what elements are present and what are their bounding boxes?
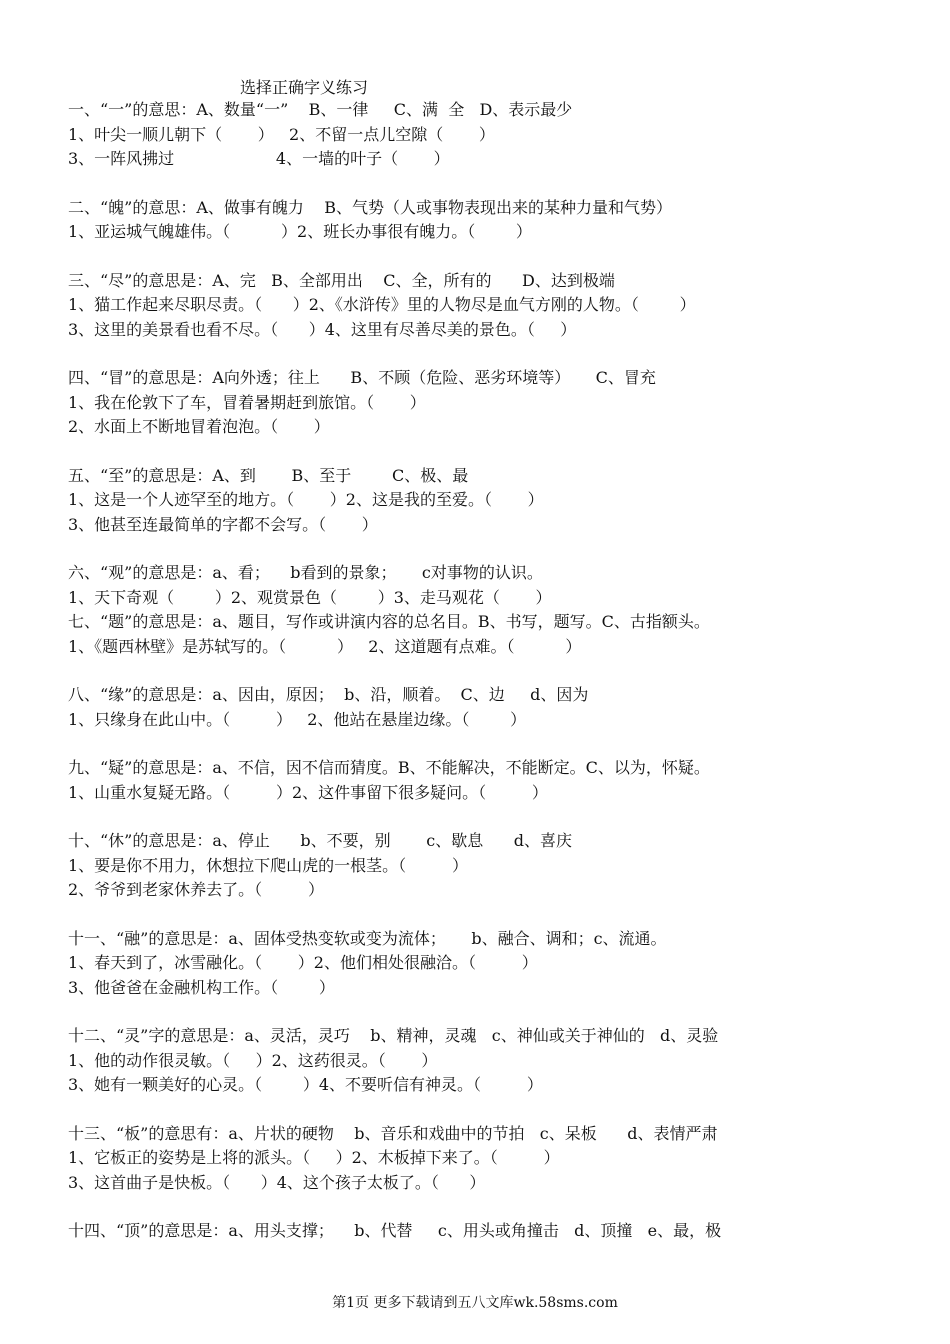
question-line: 1、山重水复疑无路。（ ）2、这件事留下很多疑问。（ ） xyxy=(68,782,548,802)
question-line: 1、只缘身在此山中。（ ） 2、他站在悬崖边缘。（ ） xyxy=(68,709,527,729)
question-line: 3、这首曲子是快板。（ ）4、这个孩子太板了。（ ） xyxy=(68,1172,486,1192)
question-line: 1、它板正的姿势是上将的派头。（ ）2、木板掉下来了。（ ） xyxy=(68,1148,560,1167)
question-line: 1、他的动作很灵敏。（ ）2、这药很灵。（ ） xyxy=(68,1050,438,1070)
exercise-section xyxy=(68,610,888,659)
exercise-section xyxy=(68,1024,888,1098)
question-heading: 六、“观”的意思是：a、看； b看到的景象； c对事物的认识。 xyxy=(68,563,543,582)
question-line: 1、我在伦敦下了车，冒着暑期赶到旅馆。（ ） xyxy=(68,392,426,412)
question-heading: 十一、“融”的意思是：a、固体受热变软或变为流体； b、融合、调和；c、流通。 xyxy=(68,928,667,948)
question-line: 2、水面上不断地冒着泡泡。（ ） xyxy=(68,417,330,436)
question-line: 3、这里的美景看也看不尽。（ ）4、这里有尽善尽美的景色。（ ） xyxy=(68,319,577,339)
question-line: 1、这是一个人迹罕至的地方。（ ）2、这是我的至爱。（ ） xyxy=(68,490,544,509)
exercise-section xyxy=(68,366,888,440)
exercise-section xyxy=(68,561,888,610)
exercise-section xyxy=(68,927,888,1001)
exercise-section xyxy=(68,269,888,343)
question-line: 1、亚运城气魄雄伟。（ ）2、班长办事很有魄力。（ ） xyxy=(68,222,532,241)
question-heading: 五、“至”的意思是：A、到 B、至于 C、极、最 xyxy=(68,465,469,485)
exercise-list xyxy=(68,98,888,1244)
exercise-section xyxy=(68,756,888,805)
exercise-section xyxy=(68,196,888,245)
question-line: 3、他甚至连最简单的字都不会写。（ ） xyxy=(68,514,378,534)
question-heading: 十、“休”的意思是：a、停止 b、不要，别 c、歇息 d、喜庆 xyxy=(68,831,572,850)
question-heading: 八、“缘”的意思是：a、因由，原因； b、沿，顺着。 C、边 d、因为 xyxy=(68,685,589,704)
page-footer: 第1页 更多下载请到五八文库wk.58sms.com xyxy=(332,1295,618,1311)
question-line: 2、爷爷到老家休养去了。（ ） xyxy=(68,880,324,899)
question-heading: 二、“魄”的意思：A、做事有魄力 B、气势（人或事物表现出来的某种力量和气势） xyxy=(68,197,673,217)
question-heading: 一、“一”的意思：A、数量“一” B、一律 C、满 全 D、表示最少 xyxy=(68,100,573,119)
question-line: 3、她有一颗美好的心灵。（ ）4、不要听信有神灵。（ ） xyxy=(68,1075,543,1094)
exercise-section xyxy=(68,683,888,732)
question-heading: 十三、“板”的意思有：a、片状的硬物 b、音乐和戏曲中的节拍 c、呆板 d、表情严肃 xyxy=(68,1123,718,1143)
exercise-section xyxy=(68,464,888,538)
question-heading: 十四、“顶”的意思是：a、用头支撑； b、代替 c、用头或角撞击 d、顶撞 e、最，极 xyxy=(68,1221,722,1240)
question-heading: 九、“疑”的意思是：a、不信，因不信而猜度。B、不能解决，不能断定。C、以为，怀疑。 xyxy=(68,758,710,777)
question-line: 1、要是你不用力，休想拉下爬山虎的一根茎。（ ） xyxy=(68,855,468,875)
question-heading: 十二、“灵”字的意思是：a、灵活，灵巧 b、精神，灵魂 c、神仙或关于神仙的 d、灵验 xyxy=(68,1026,719,1045)
question-line: 1、春天到了，冰雪融化。（ ）2、他们相处很融洽。（ ） xyxy=(68,953,538,972)
document-body xyxy=(68,78,888,1268)
question-line: 1、《题西林壁》是苏轼写的。（ ） 2、这道题有点难。（ ） xyxy=(68,636,582,656)
exercise-section xyxy=(68,829,888,903)
question-line: 1、天下奇观（ ）2、观赏景色（ ）3、走马观花（ ） xyxy=(68,587,552,607)
exercise-section xyxy=(68,1122,888,1196)
question-heading: 四、“冒”的意思是：A向外透；往上 B、不顾（危险、恶劣环境等） C、冒充 xyxy=(68,368,656,387)
question-line: 3、一阵风拂过 4、一墙的叶子（ ） xyxy=(68,149,450,168)
question-line: 1、叶尖一顺儿朝下（ ） 2、不留一点儿空隙（ ） xyxy=(68,124,495,144)
question-heading: 七、“题”的意思是：a、题目，写作或讲演内容的总名目。B、书写，题写。C、古指额头。 xyxy=(68,612,710,631)
exercise-section xyxy=(68,98,888,172)
question-heading: 三、“尽”的意思是：A、完 B、全部用出 C、全，所有的 D、达到极端 xyxy=(68,270,615,290)
exercise-section xyxy=(68,1219,888,1244)
page-title: 选择正确字义练习 xyxy=(240,78,369,97)
question-line: 1、猫工作起来尽职尽责。（ ）2、《水浒传》里的人物尽是血气方刚的人物。（ ） xyxy=(68,295,696,314)
question-line: 3、他爸爸在金融机构工作。（ ） xyxy=(68,977,335,997)
